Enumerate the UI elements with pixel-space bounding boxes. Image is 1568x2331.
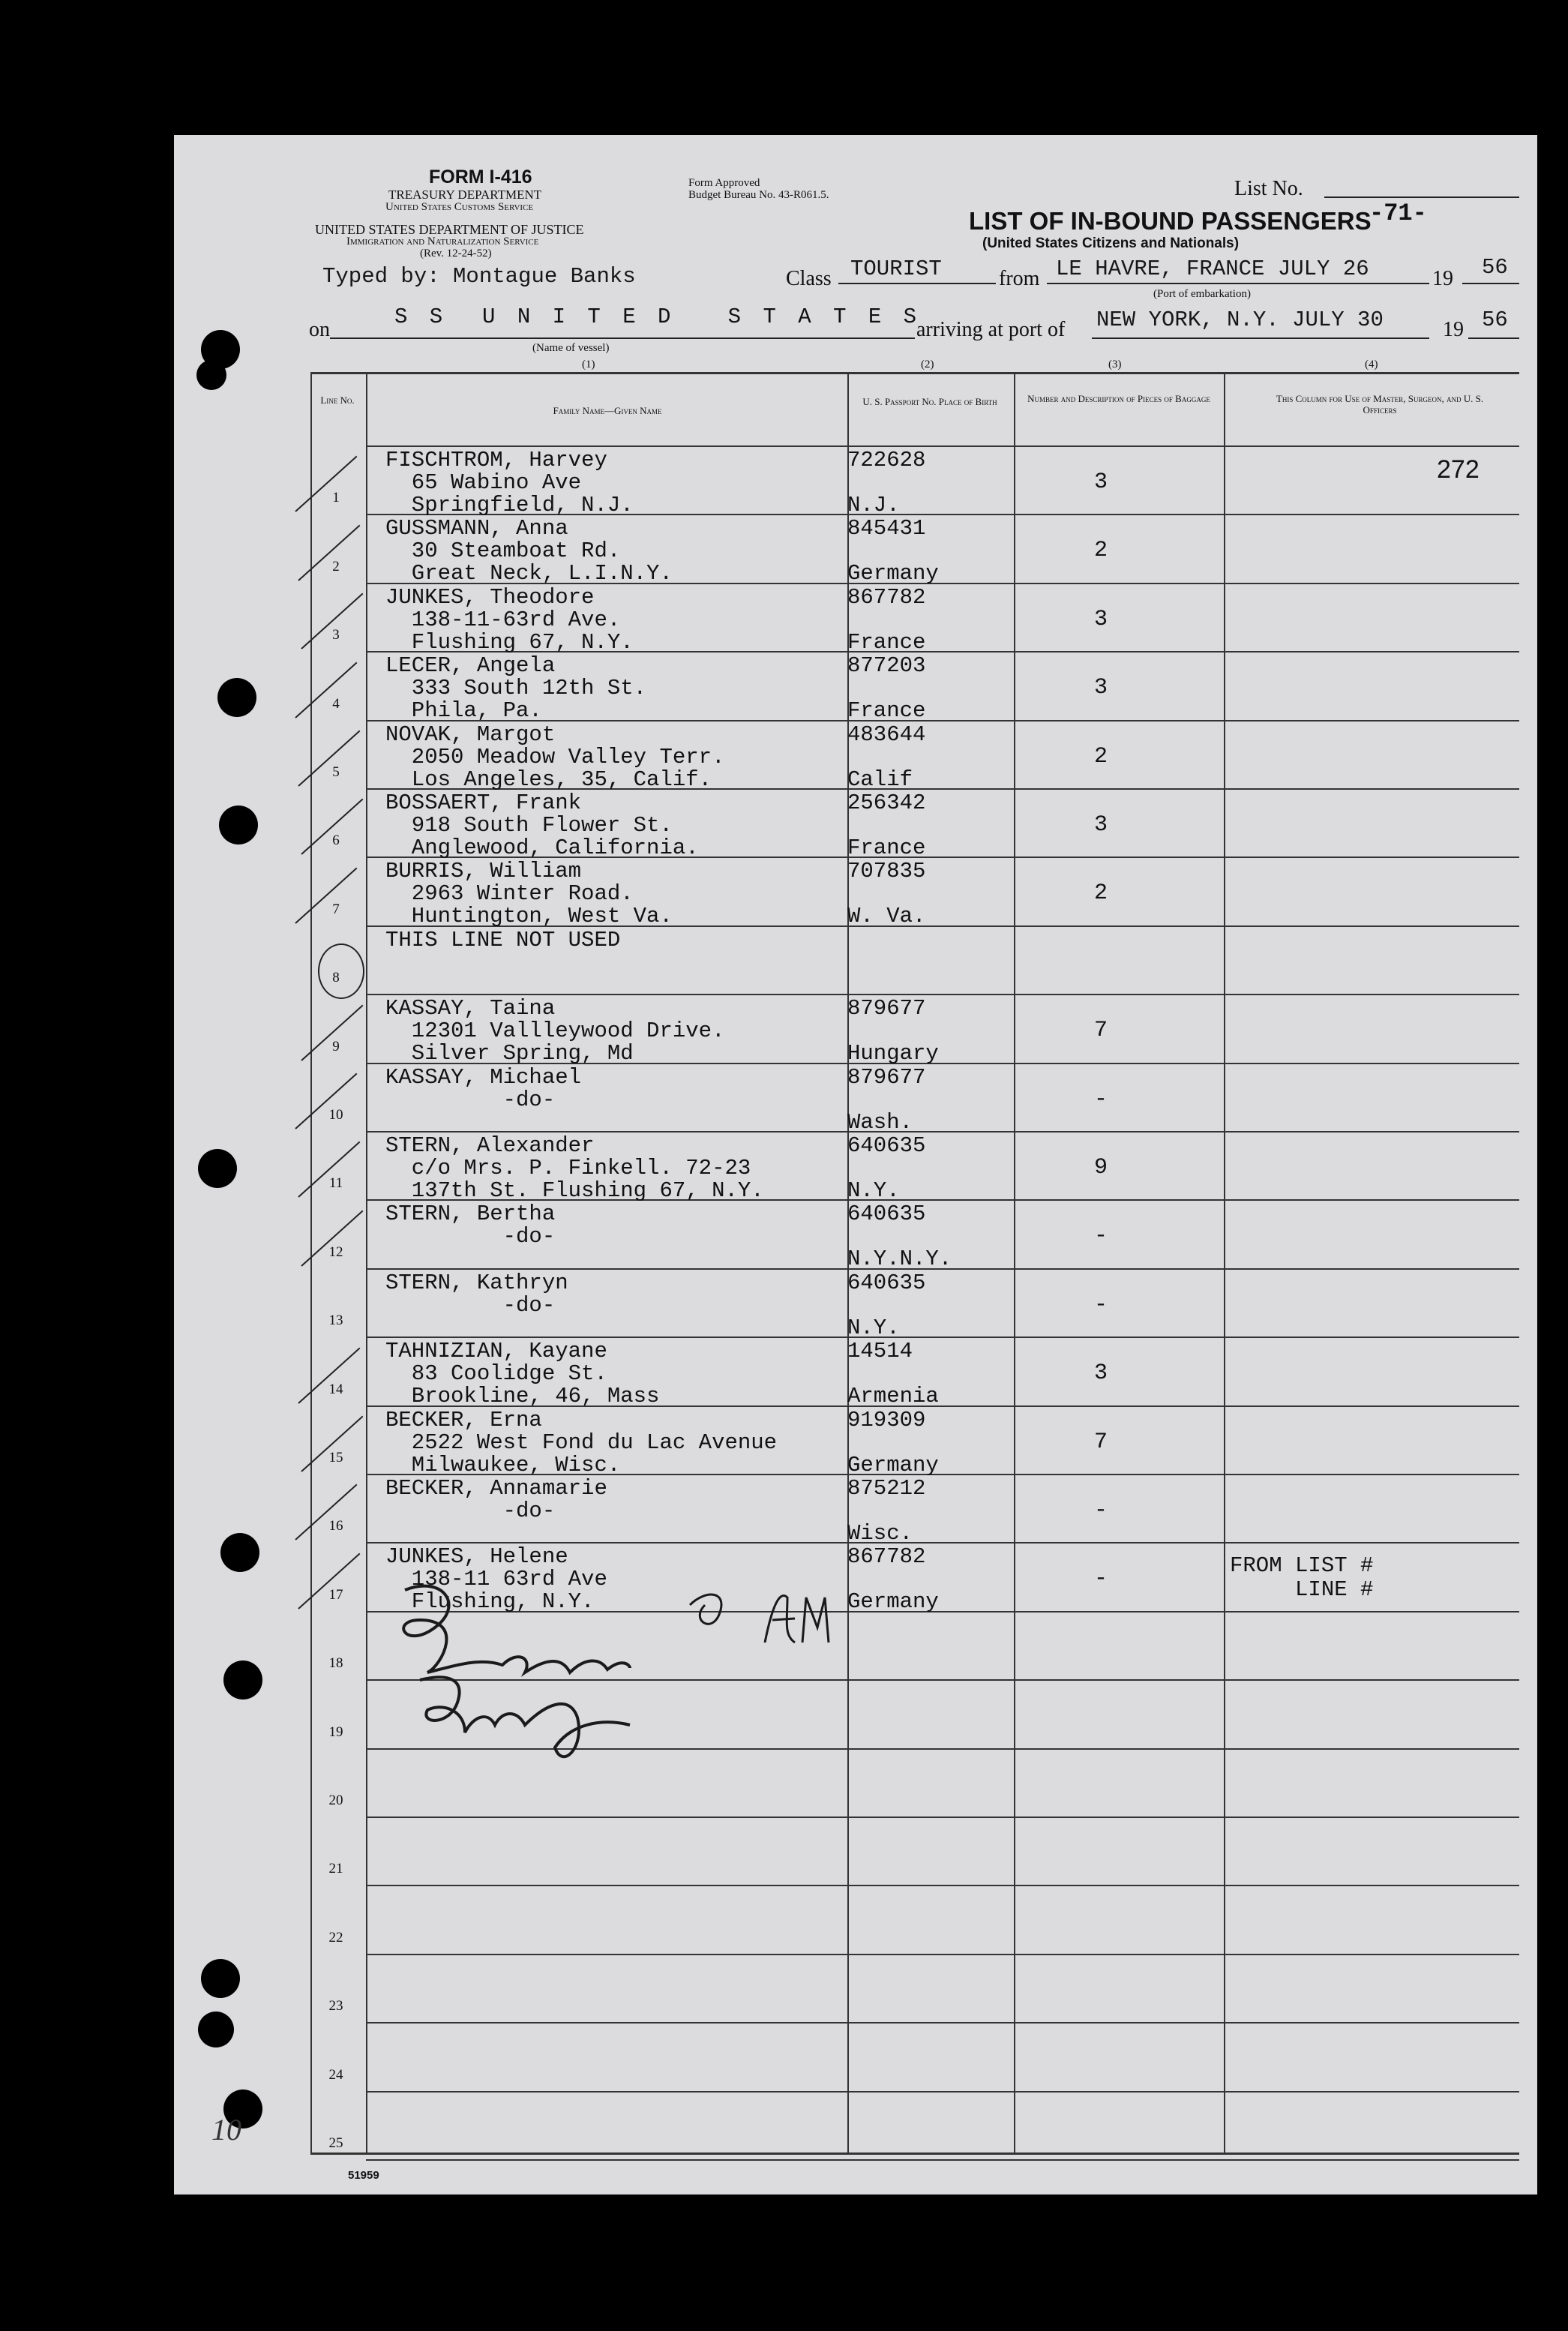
line-number: 10 <box>328 1107 343 1123</box>
row-separator <box>366 1954 1519 1955</box>
passenger-address-line3: Huntington, West Va. <box>385 904 673 929</box>
form-subtitle: (United States Citizens and Nationals) <box>982 236 1240 251</box>
passenger-name-line1: FISCHTROM, Harvey <box>385 448 607 472</box>
place-of-birth: Germany <box>847 1452 939 1478</box>
punch-hole <box>220 1533 259 1572</box>
col-num-2: (2) <box>921 358 934 370</box>
passenger-address-line2: -do- <box>385 1224 556 1250</box>
line-number: 1 <box>332 490 340 506</box>
on-label: on <box>309 318 330 341</box>
passport-number: 879677 <box>847 1064 926 1090</box>
passenger-address-line3: Springfield, N.J. <box>385 493 634 518</box>
class-line <box>838 283 996 284</box>
line-number: 15 <box>328 1450 343 1466</box>
place-of-birth: Wash. <box>847 1109 913 1135</box>
col-num-1: (1) <box>582 358 595 370</box>
passport-number: 867782 <box>847 1544 926 1570</box>
line-number: 9 <box>332 1038 340 1054</box>
passenger-name-line1: NOVAK, Margot <box>385 722 556 747</box>
arrival-value: NEW YORK, N.Y. JULY 30 <box>1096 308 1384 332</box>
line-number: 6 <box>332 832 340 849</box>
punch-hole <box>219 806 258 844</box>
arriving-label: arriving at port of <box>916 318 1066 341</box>
line-8-circle <box>318 944 364 999</box>
passenger-address-line2: 83 Coolidge St. <box>385 1361 607 1387</box>
arrival-year-prefix: 19 <box>1443 318 1464 341</box>
line-number: 2 <box>332 558 340 574</box>
embarkation-value: LE HAVRE, FRANCE JULY 26 <box>1056 256 1369 281</box>
passport-number: 722628 <box>847 448 926 472</box>
arrival-year: 56 <box>1482 308 1508 332</box>
passport-number: 707835 <box>847 859 926 884</box>
line-number: 8 <box>332 970 340 986</box>
passenger-address-line3: Flushing, N.Y. <box>385 1589 595 1615</box>
passport-number: 879677 <box>847 996 926 1022</box>
passport-number: 845431 <box>847 516 926 542</box>
passenger-name-line1: STERN, Bertha <box>385 1202 556 1227</box>
from-year-line <box>1462 283 1519 284</box>
passenger-address-line3: 137th St. Flushing 67, N.Y. <box>385 1178 764 1203</box>
baggage-count: 2 <box>1093 743 1108 770</box>
passenger-address-line3: Los Angeles, 35, Calif. <box>385 766 712 792</box>
passport-number: 867782 <box>847 584 926 610</box>
line-number: 7 <box>332 901 340 917</box>
passport-number: 875212 <box>847 1476 926 1501</box>
row-separator <box>366 2159 1519 2161</box>
passenger-name-line1: STERN, Kathryn <box>385 1270 568 1295</box>
passenger-address-line2: 333 South 12th St. <box>385 676 647 701</box>
row-separator <box>366 1336 1519 1338</box>
baggage-count: - <box>1093 1223 1108 1250</box>
place-of-birth: W. Va. <box>847 904 926 929</box>
place-of-birth: Hungary <box>847 1041 939 1066</box>
form-number: FORM I-416 <box>429 166 532 188</box>
passenger-address-line2: -do- <box>385 1292 556 1318</box>
passenger-address-line2: 2963 Winter Road. <box>385 881 634 907</box>
baggage-count: 3 <box>1093 606 1108 632</box>
time-note <box>675 1584 678 1585</box>
passenger-name-line1: KASSAY, Taina <box>385 996 556 1022</box>
baggage-count: - <box>1093 1566 1108 1592</box>
punch-hole <box>198 1149 237 1188</box>
place-of-birth: France <box>847 629 926 655</box>
place-of-birth: Armenia <box>847 1384 939 1409</box>
passenger-address-line2: 2522 West Fond du Lac Avenue <box>385 1430 778 1455</box>
line-number: 12 <box>328 1244 343 1260</box>
ins-service: Immigration and Naturalization Service <box>346 236 539 248</box>
passenger-address-line2: 2050 Meadow Valley Terr. <box>385 744 725 770</box>
passenger-name-line1: THIS LINE NOT USED <box>385 927 621 952</box>
line-number: 25 <box>328 2135 343 2151</box>
passenger-name-line1: BOSSAERT, Frank <box>385 790 582 815</box>
line-number: 22 <box>328 1929 343 1946</box>
passenger-address-line2: 918 South Flower St. <box>385 813 673 838</box>
passenger-address-line2: 138-11-63rd Ave. <box>385 607 621 632</box>
baggage-count: - <box>1093 1498 1108 1523</box>
passport-number: 640635 <box>847 1202 926 1227</box>
passenger-address-line3: Great Neck, L.I.N.Y. <box>385 561 673 586</box>
revision-date: (Rev. 12-24-52) <box>420 248 492 260</box>
passenger-name-line1: JUNKES, Helene <box>385 1544 568 1570</box>
baggage-count: 9 <box>1093 1155 1108 1180</box>
line-number: 13 <box>328 1312 343 1329</box>
passenger-address-line3: Anglewood, California. <box>385 836 699 860</box>
col-divider-baggage <box>1224 372 1225 2154</box>
form-approved: Form Approved <box>688 177 760 189</box>
passport-number: 640635 <box>847 1133 926 1158</box>
place-of-birth: Wisc. <box>847 1521 913 1546</box>
passport-number: 256342 <box>847 790 926 815</box>
place-of-birth: Calif <box>847 766 913 792</box>
from-year: 56 <box>1482 255 1508 280</box>
class-value: TOURIST <box>850 256 942 281</box>
punch-hole <box>223 1660 262 1700</box>
place-of-birth: N.J. <box>847 493 900 518</box>
treasury-dept: TREASURY DEPARTMENT <box>388 188 542 202</box>
passenger-name-line1: GUSSMANN, Anna <box>385 516 568 542</box>
place-of-birth: N.Y. <box>847 1315 900 1340</box>
passenger-address-line3: Flushing 67, N.Y. <box>385 629 634 655</box>
passenger-name-line1: BECKER, Erna <box>385 1407 542 1432</box>
baggage-count: 3 <box>1093 812 1108 838</box>
line-number: 20 <box>328 1792 343 1808</box>
row-separator <box>366 2022 1519 2024</box>
row-separator <box>366 2091 1519 2092</box>
row-separator <box>366 1816 1519 1818</box>
baggage-count: 3 <box>1093 675 1108 701</box>
passenger-address-line2: -do- <box>385 1498 556 1523</box>
budget-bureau: Budget Bureau No. 43-R061.5. <box>688 189 829 201</box>
baggage-count: 2 <box>1093 880 1108 907</box>
passport-number: 640635 <box>847 1270 926 1295</box>
officer-note: 272 <box>1437 455 1480 484</box>
header-baggage: Number and Description of Pieces of Baggage <box>1027 393 1210 404</box>
passenger-name-line1: BECKER, Annamarie <box>385 1476 607 1501</box>
line-number: 11 <box>328 1175 343 1192</box>
passport-number: 483644 <box>847 722 926 747</box>
header-passport: U. S. Passport No. Place of Birth <box>862 396 997 407</box>
list-number: -71- <box>1369 200 1427 227</box>
punch-hole <box>196 360 226 390</box>
passenger-name-line1: KASSAY, Michael <box>385 1064 582 1090</box>
from-year-prefix: 19 <box>1432 267 1453 290</box>
baggage-count: 3 <box>1093 1360 1108 1387</box>
col-divider-passport <box>1014 372 1015 2154</box>
col-num-3: (3) <box>1108 358 1122 370</box>
row-separator <box>366 994 1519 995</box>
baggage-count: - <box>1093 1292 1108 1318</box>
line-number: 16 <box>328 1518 343 1534</box>
passenger-address-line3: Milwaukee, Wisc. <box>385 1452 621 1478</box>
baggage-count: 7 <box>1093 1018 1108 1044</box>
line-number: 4 <box>332 695 340 712</box>
arrival-line <box>1092 338 1429 339</box>
line-number: 23 <box>328 1998 343 2014</box>
table-top-border <box>310 372 1519 374</box>
typed-by: Typed by: Montague Banks <box>322 264 636 289</box>
list-no-line <box>1324 196 1519 198</box>
passport-number: 14514 <box>847 1339 913 1364</box>
passenger-name-line1: BURRIS, William <box>385 859 582 884</box>
place-of-birth: Germany <box>847 561 939 586</box>
margin-note: 10 <box>211 2113 241 2146</box>
place-of-birth: France <box>847 836 926 860</box>
baggage-count: 3 <box>1093 470 1108 495</box>
passenger-address-line2: 12301 Vallleywood Drive. <box>385 1018 725 1044</box>
passenger-address-line3: Phila, Pa. <box>385 698 542 724</box>
row-separator <box>366 1885 1519 1886</box>
place-of-birth: N.Y.N.Y. <box>847 1246 952 1272</box>
baggage-count: 2 <box>1093 538 1108 564</box>
baggage-count: - <box>1093 1086 1108 1112</box>
customs-service: United States Customs Service <box>385 201 534 213</box>
punch-hole <box>198 2012 234 2048</box>
passenger-address-line2: 30 Steamboat Rd. <box>385 538 621 564</box>
line-number: 21 <box>328 1861 343 1877</box>
officer-note: FROM LIST # LINE # <box>1230 1553 1374 1603</box>
from-line <box>1047 283 1429 284</box>
passenger-name-line1: LECER, Angela <box>385 653 556 679</box>
passport-number: 919309 <box>847 1407 926 1432</box>
line-number: 17 <box>328 1586 343 1603</box>
passenger-address-line2: 65 Wabino Ave <box>385 470 582 495</box>
header-officers: This Column for Use of Master, Surgeon, and U. S. Officers <box>1276 393 1484 416</box>
embarkation-caption: (Port of embarkation) <box>1153 288 1251 300</box>
table-bottom-border <box>310 2152 1519 2155</box>
passenger-name-line1: STERN, Alexander <box>385 1133 595 1158</box>
place-of-birth: France <box>847 698 926 724</box>
passenger-address-line2: -do- <box>385 1087 556 1112</box>
header-name: Family Name—Given Name <box>553 405 662 416</box>
line-number: 19 <box>328 1724 343 1740</box>
punch-hole <box>217 678 256 717</box>
header-line-no: Line No. <box>320 394 355 406</box>
passport-number: 877203 <box>847 653 926 679</box>
passenger-address-line2: 138-11 63rd Ave <box>385 1567 607 1592</box>
passenger-address-line2: c/o Mrs. P. Finkell. 72-23 <box>385 1156 751 1180</box>
line-number: 5 <box>332 764 340 780</box>
vessel-line <box>330 338 915 339</box>
vessel-name: S S U N I T E D S T A T E S <box>394 304 922 329</box>
line-number: 18 <box>328 1655 343 1672</box>
form-code: 51959 <box>348 2169 379 2182</box>
class-label: Class <box>786 267 832 290</box>
passenger-address-line3: Silver Spring, Md <box>385 1041 634 1066</box>
from-label: from <box>999 267 1040 290</box>
vessel-caption: (Name of vessel) <box>532 342 610 354</box>
line-number: 14 <box>328 1381 343 1397</box>
signature <box>375 1575 855 1785</box>
list-no-label: List No. <box>1234 177 1303 200</box>
baggage-count: 7 <box>1093 1429 1108 1455</box>
punch-hole <box>201 1959 240 1998</box>
passenger-name-line1: JUNKES, Theodore <box>385 584 595 610</box>
col-divider-line <box>366 372 367 2154</box>
arrival-year-line <box>1468 338 1519 339</box>
line-number: 24 <box>328 2066 343 2083</box>
place-of-birth: Germany <box>847 1589 939 1615</box>
place-of-birth: N.Y. <box>847 1178 900 1203</box>
form-title: LIST OF IN-BOUND PASSENGERS <box>969 207 1372 235</box>
header-bottom-line <box>366 446 1519 447</box>
justice-dept: UNITED STATES DEPARTMENT OF JUSTICE <box>315 222 584 237</box>
line-number: 3 <box>332 627 340 644</box>
row-separator <box>366 1131 1519 1132</box>
col-num-4: (4) <box>1365 358 1378 370</box>
passenger-address-line3: Brookline, 46, Mass <box>385 1384 660 1409</box>
passenger-name-line1: TAHNIZIAN, Kayane <box>385 1339 607 1364</box>
row-separator <box>366 1542 1519 1544</box>
